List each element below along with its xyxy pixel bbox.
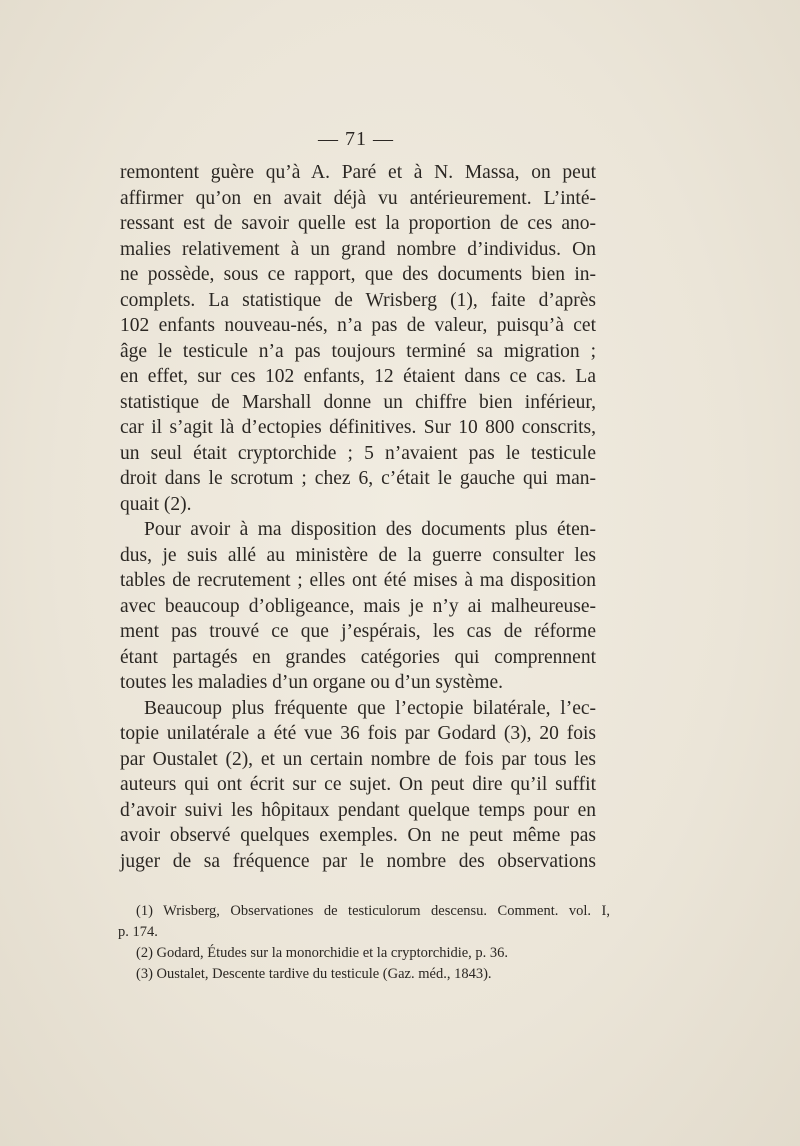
- text-line: en effet, sur ces 102 enfants, 12 étaient dans ce cas. La: [120, 366, 596, 387]
- paragraph-3: [120, 696, 596, 875]
- text-line: avoir observé quelques exemples. On ne peut même pas: [120, 825, 596, 846]
- text-line: par Oustalet (2), et un certain nombre de fois par tous les: [120, 748, 596, 770]
- text-line: quait (2).: [120, 493, 192, 515]
- footnote-3: [118, 964, 610, 985]
- text-line: dus, je suis allé au ministère de la guerre consulter les: [120, 544, 596, 566]
- text-line: 102 enfants nouveau-nés, n’a pas de valeur, puisqu’à cet: [120, 315, 596, 336]
- text-line: d’avoir suivi les hôpitaux pendant quelque temps pour en: [120, 799, 596, 821]
- text-line: tables de recrutement ; elles ont été mises à ma disposition: [120, 570, 596, 591]
- text-line: Pour avoir à ma disposition des documents plus éten-: [144, 519, 596, 540]
- footnote-2: [118, 943, 610, 964]
- text-line: remontent guère qu’à A. Paré et à N. Massa, on peut: [120, 162, 596, 183]
- text-line: âge le testicule n’a pas toujours terminé sa migration ;: [120, 340, 596, 362]
- text-line: juger de sa fréquence par le nombre des observations: [120, 850, 596, 872]
- footnote-1: [118, 901, 610, 943]
- text-line: affirmer qu’on en avait déjà vu antérieurement. L’inté-: [120, 187, 596, 209]
- text-line: étant partagés en grandes catégories qui comprennent: [120, 646, 596, 668]
- text-line: topie unilatérale a été vue 36 fois par Godard (3), 20 fois: [120, 723, 596, 744]
- footnote-line: (3) Oustalet, Descente tardive du testicule (Gaz. méd., 1843).: [136, 966, 492, 982]
- text-line: droit dans le scrotum ; chez 6, c’était le gauche qui man-: [120, 468, 596, 489]
- text-line: Beaucoup plus fréquente que l’ectopie bilatérale, l’ec-: [144, 697, 596, 719]
- footnote-line: (2) Godard, Études sur la monorchidie et la cryptorchidie, p. 36.: [136, 945, 509, 961]
- paragraph-1: [120, 160, 596, 517]
- text-line: ressant est de savoir quelle est la proportion de ces ano-: [120, 213, 596, 234]
- text-line: un seul était cryptorchide ; 5 n’avaient pas le testicule: [120, 442, 596, 464]
- footnote-line: p. 174.: [118, 924, 158, 940]
- text-line: statistique de Marshall donne un chiffre bien inférieur,: [120, 391, 596, 413]
- page-number: — 71 —: [318, 128, 394, 150]
- text-line: car il s’agit là d’ectopies définitives. Sur 10 800 conscrits,: [120, 417, 596, 438]
- text-line: auteurs qui ont écrit sur ce sujet. On peut dire qu’il suffit: [120, 774, 596, 795]
- body-text: [120, 160, 596, 874]
- text-line: toutes les maladies d’un organe ou d’un système.: [120, 672, 504, 693]
- footnote-line: (1) Wrisberg, Observationes de testiculorum descensu. Comment. vol. I,: [136, 903, 610, 919]
- text-line: avec beaucoup d’obligeance, mais je n’y ai malheureuse-: [120, 595, 596, 617]
- text-line: ment pas trouvé ce que j’espérais, les cas de réforme: [120, 621, 596, 642]
- text-line: ne possède, sous ce rapport, que des documents bien in-: [120, 264, 596, 285]
- footnotes: [118, 901, 610, 985]
- paragraph-2: [120, 517, 596, 696]
- text-line: malies relativement à un grand nombre d’individus. On: [120, 238, 596, 260]
- text-line: complets. La statistique de Wrisberg (1), faite d’après: [120, 289, 596, 311]
